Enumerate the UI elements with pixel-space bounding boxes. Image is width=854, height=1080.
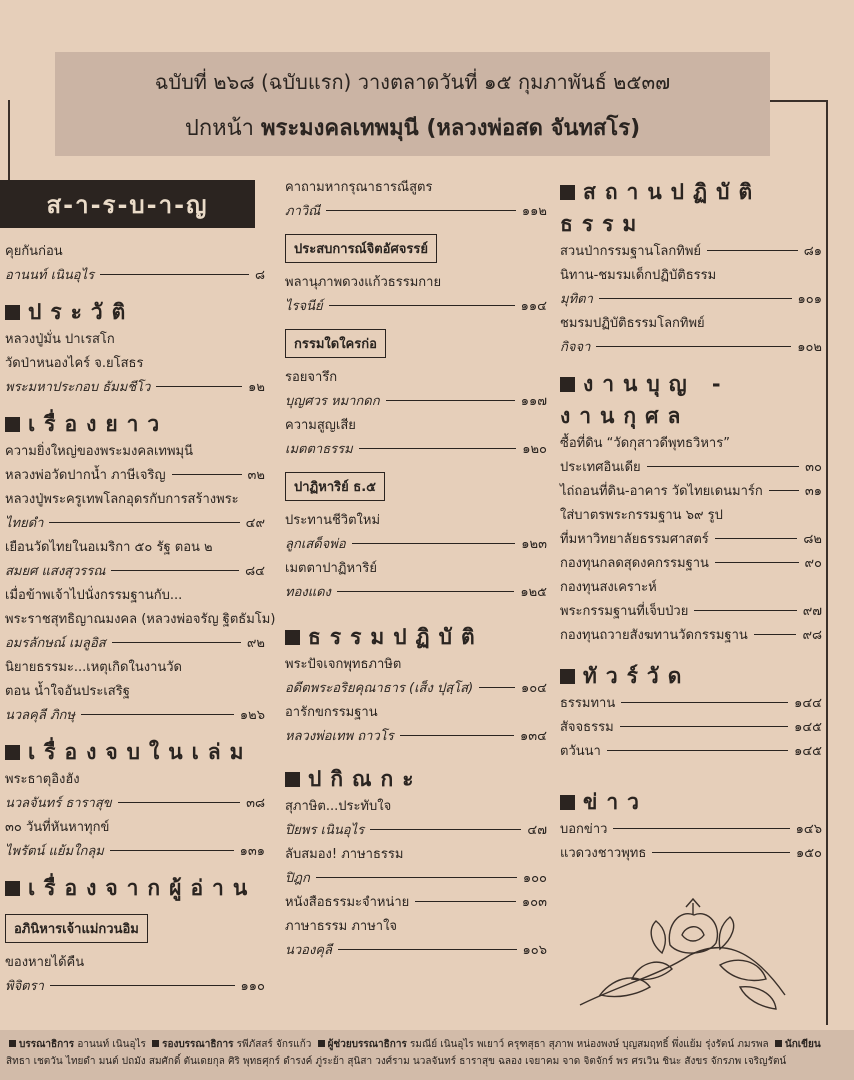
entry-byline: ปิยพร เนินอุไร ๔๗ — [285, 823, 547, 838]
entry-byline: ธรรมทาน ๑๔๔ — [560, 696, 822, 711]
entry-byline: ที่มหาวิทยาลัยธรรมศาสตร์ ๘๒ — [560, 532, 822, 547]
subsection-box: กรรมใดใครก่อ — [285, 329, 386, 358]
entry-byline: บอกข่าว ๑๔๖ — [560, 822, 822, 837]
section-square-icon — [560, 377, 575, 392]
entry-byline: พระมหาประกอบ ธัมมชีโว ๑๒ — [5, 380, 265, 395]
entry-title: รอยจารึก — [285, 370, 338, 385]
section-square-icon — [285, 772, 300, 787]
entry-title: พระปัจเจกพุทธภาษิต — [285, 657, 402, 672]
section-heading-news: ข่าว — [560, 786, 822, 818]
entry-byline: ทองแดง ๑๒๕ — [285, 585, 547, 600]
section-square-icon — [5, 417, 20, 432]
entry-title: หลวงปู่มั่น ปาเรสโก — [5, 332, 115, 347]
section-heading-merit-events-cont: งานกุศล — [560, 404, 690, 428]
entry-title: คาถามหากรุณาธารณีสูตร — [285, 180, 433, 195]
toc-column-2 — [285, 176, 547, 963]
bullet-square-icon — [775, 1040, 782, 1047]
entry-title: เมตตาปาฏิหาริย์ — [285, 561, 377, 576]
entry-byline: สัจจธรรม ๑๔๕ — [560, 720, 822, 735]
toc-title: ส-า-ร-บ-า-ญ — [0, 180, 255, 228]
section-heading-practice-places: สถานปฏิบัติ — [560, 176, 822, 208]
entry-byline: เมตตาธรรม ๑๒๐ — [285, 442, 547, 457]
subsection-box: ปาฏิหาริย์ ธ.๕ — [285, 472, 385, 501]
section-square-icon — [560, 185, 575, 200]
entry-title: ใส่บาตรพระกรรมฐาน ๖๙ รูป — [560, 508, 723, 523]
section-square-icon — [285, 630, 300, 645]
section-heading-biography: ประวัติ — [5, 296, 265, 328]
entry-byline: กองทุนกลดสุดงคกรรมฐาน ๙๐ — [560, 556, 822, 571]
section-heading-dhamma-practice: ธรรมปฏิบัติ — [285, 621, 547, 653]
entry-title: กองทุนสงเคราะห์ — [560, 580, 657, 595]
entry-title: ของหายได้คืน — [5, 955, 85, 970]
entry-byline: นวองคุลี ๑๐๖ — [285, 943, 547, 958]
section-square-icon — [5, 881, 20, 896]
entry-byline: นวลจันทร์ ธาราสุข ๓๘ — [5, 796, 265, 811]
section-square-icon — [5, 745, 20, 760]
section-heading-one-shot: เรื่องจบในเล่ม — [5, 736, 265, 768]
frame-line-left — [8, 100, 10, 180]
entry-byline: ไทยดำ ๔๙ — [5, 516, 265, 531]
entry-title: คุยกันก่อน — [5, 244, 63, 259]
entry-byline: มุทิตา ๑๐๑ — [560, 292, 822, 307]
section-heading-temple-tours: ทัวร์วัด — [560, 660, 822, 692]
entry-title: วัดป่าหนองไคร์ จ.ยโสธร — [5, 356, 144, 371]
frame-line-top — [770, 100, 828, 102]
entry-title: ประทานชีวิตใหม่ — [285, 513, 381, 528]
entry-byline: พิจิตรา ๑๑๐ — [5, 979, 265, 994]
entry-byline: สมยศ แสงสุวรรณ ๘๔ — [5, 564, 265, 579]
section-heading-merit-events: งานบุญ - — [560, 368, 822, 400]
entry-title: เมื่อข้าพเจ้าไปนั่งกรรมฐานกับ... — [5, 588, 183, 603]
section-heading-miscellany: ปกิณกะ — [285, 763, 547, 795]
subsection-box: ประสบการณ์จิตอัศจรรย์ — [285, 234, 437, 263]
bullet-square-icon — [152, 1040, 159, 1047]
entry-byline: อานนท์ เนินอุไร ๘ — [5, 268, 265, 283]
entry-title: พลานุภาพดวงแก้วธรรมกาย — [285, 275, 442, 290]
cover-label: ปกหน้า — [184, 116, 255, 141]
entry-byline: แวดวงชาวพุทธ ๑๕๐ — [560, 846, 822, 861]
cover-name: พระมงคลเทพมุนี (หลวงพ่อสด จันทสโร) — [261, 116, 641, 141]
cover-info — [55, 110, 770, 145]
entry-byline: ไรจนีย์ ๑๑๔ — [285, 299, 547, 314]
entry-title: นิทาน-ชมรมเด็กปฏิบัติธรรม — [560, 268, 717, 283]
bullet-square-icon — [318, 1040, 325, 1047]
entry-title: นิยายธรรมะ...เหตุเกิดในงานวัด — [5, 660, 182, 675]
frame-line-right — [826, 100, 828, 1025]
entry-byline: กิจจา ๑๐๒ — [560, 340, 822, 355]
entry-title: สุภาษิต...ประทับใจ — [285, 799, 392, 814]
flower-ornament-icon — [570, 895, 795, 1020]
entry-byline: หลวงพ่อเทพ ถาวโร ๑๓๔ — [285, 729, 547, 744]
entry-byline: อดีตพระอริยคุณาธาร (เส็ง ปุสฺโส) ๑๐๔ — [285, 681, 547, 696]
entry-byline: ลูกเสด็จพ่อ ๑๒๓ — [285, 537, 547, 552]
entry-byline: สวนป่ากรรมฐานโลกทิพย์ ๘๑ — [560, 244, 822, 259]
entry-byline: ภาวิณี ๑๑๒ — [285, 204, 547, 219]
entry-title: ตอน น้ำใจอันประเสริฐ — [5, 684, 130, 699]
entry-title: ชมรมปฏิบัติธรรมโลกทิพย์ — [560, 316, 705, 331]
entry-byline: พระกรรมฐานที่เจ็บป่วย ๙๗ — [560, 604, 822, 619]
entry-title: พระธาตุอิงฮัง — [5, 772, 80, 787]
toc-column-1 — [5, 240, 276, 999]
entry-byline: อมรลักษณ์ เมลูอิส ๙๒ — [5, 636, 265, 651]
entry-title: ลับสมอง! ภาษาธรรม — [285, 847, 404, 862]
section-heading-practice-places-cont: ธรรม — [560, 212, 646, 236]
issue-header — [55, 52, 770, 156]
entry-byline: หนังสือธรรมะจำหน่าย ๑๐๓ — [285, 895, 547, 910]
entry-title: ซื้อที่ดิน “วัดกุสาวดีพุทธวิหาร” — [560, 436, 730, 451]
entry-title: อารักขกรรมฐาน — [285, 705, 378, 720]
entry-byline: ประเทศอินเดีย ๓๐ — [560, 460, 822, 475]
toc-column-3 — [560, 176, 822, 866]
credits-row-2: สิทธา เชตวัน ไทยดำ มนต์ ปถมัง สมศักดิ์ ตันเดยกุล ศิริ พุทธศุกร์ ดำรงค์ ภู่ระย้า สุนิสา วงศ์ราม นวลจันทร์ ธาราสุข ฉลอง เจยาคม จาด จิตจักร์ พร ศรเวิน ชินะ สังขร จักรภพ เจริญรัตน์ — [6, 1056, 787, 1067]
entry-title: ภาษาธรรม ภาษาใจ — [285, 919, 398, 934]
section-square-icon — [5, 305, 20, 320]
entry-byline: หลวงพ่อวัดปากน้ำ ภาษีเจริญ ๓๒ — [5, 468, 265, 483]
section-heading-long-stories: เรื่องยาว — [5, 408, 265, 440]
entry-byline: ไถ่ถอนที่ดิน-อาคาร วัดไทยเดนมาร์ก ๓๑ — [560, 484, 822, 499]
entry-title: พระราชสุทธิญาณมงคล (หลวงพ่อจรัญ ฐิตธัมโม) — [5, 612, 276, 627]
entry-byline: บุญศวร หมากดก ๑๑๗ — [285, 394, 547, 409]
entry-title: ความสูญเสีย — [285, 418, 356, 433]
bullet-square-icon — [9, 1040, 16, 1047]
entry-title: เยือนวัดไทยในอเมริกา ๕๐ รัฐ ตอน ๒ — [5, 540, 213, 555]
staff-credits — [0, 1030, 854, 1080]
entry-byline: ไพรัตน์ แย้มใกลุม ๑๓๑ — [5, 844, 265, 859]
section-square-icon — [560, 795, 575, 810]
entry-byline: ปิฎก ๑๐๐ — [285, 871, 547, 886]
entry-title: ๓๐ วันที่หันหาทุกข์ — [5, 820, 110, 835]
issue-info: ฉบับที่ ๒๖๘ (ฉบับแรก) วางตลาดวันที่ ๑๕ กุมภาพันธ์ ๒๕๓๗ — [154, 70, 671, 94]
entry-byline: ตวันนา ๑๔๕ — [560, 744, 822, 759]
entry-byline: นวลคุลี ภิกษุ ๑๒๖ — [5, 708, 265, 723]
entry-title: หลวงปู่พระครูเทพโลกอุดรกับการสร้างพระ — [5, 492, 239, 507]
section-square-icon — [560, 669, 575, 684]
entry-byline: กองทุนถวายสังฆทานวัดกรรมฐาน ๙๘ — [560, 628, 822, 643]
subsection-box: อภินิหารเจ้าแม่กวนอิม — [5, 914, 148, 943]
section-heading-reader-stories: เรื่องจากผู้อ่าน — [5, 872, 265, 904]
entry-title: ความยิ่งใหญ่ของพระมงคลเทพมุนี — [5, 444, 194, 459]
credits-row-1: บรรณาธิการ อานนท์ เนินอุไร รองบรรณาธิการ รพีภัสสร์ จักรแก้ว ผู้ช่วยบรรณาธิการ รมณีย์ เนินอุไร พเยาว์ ครุฑสุธา สุภาพ หน่องพงษ์ บุญสมฤทธิ์ พึ่งแย้ม รุ่งรัตน์ ภมรพล นักเขียน — [6, 1036, 848, 1053]
